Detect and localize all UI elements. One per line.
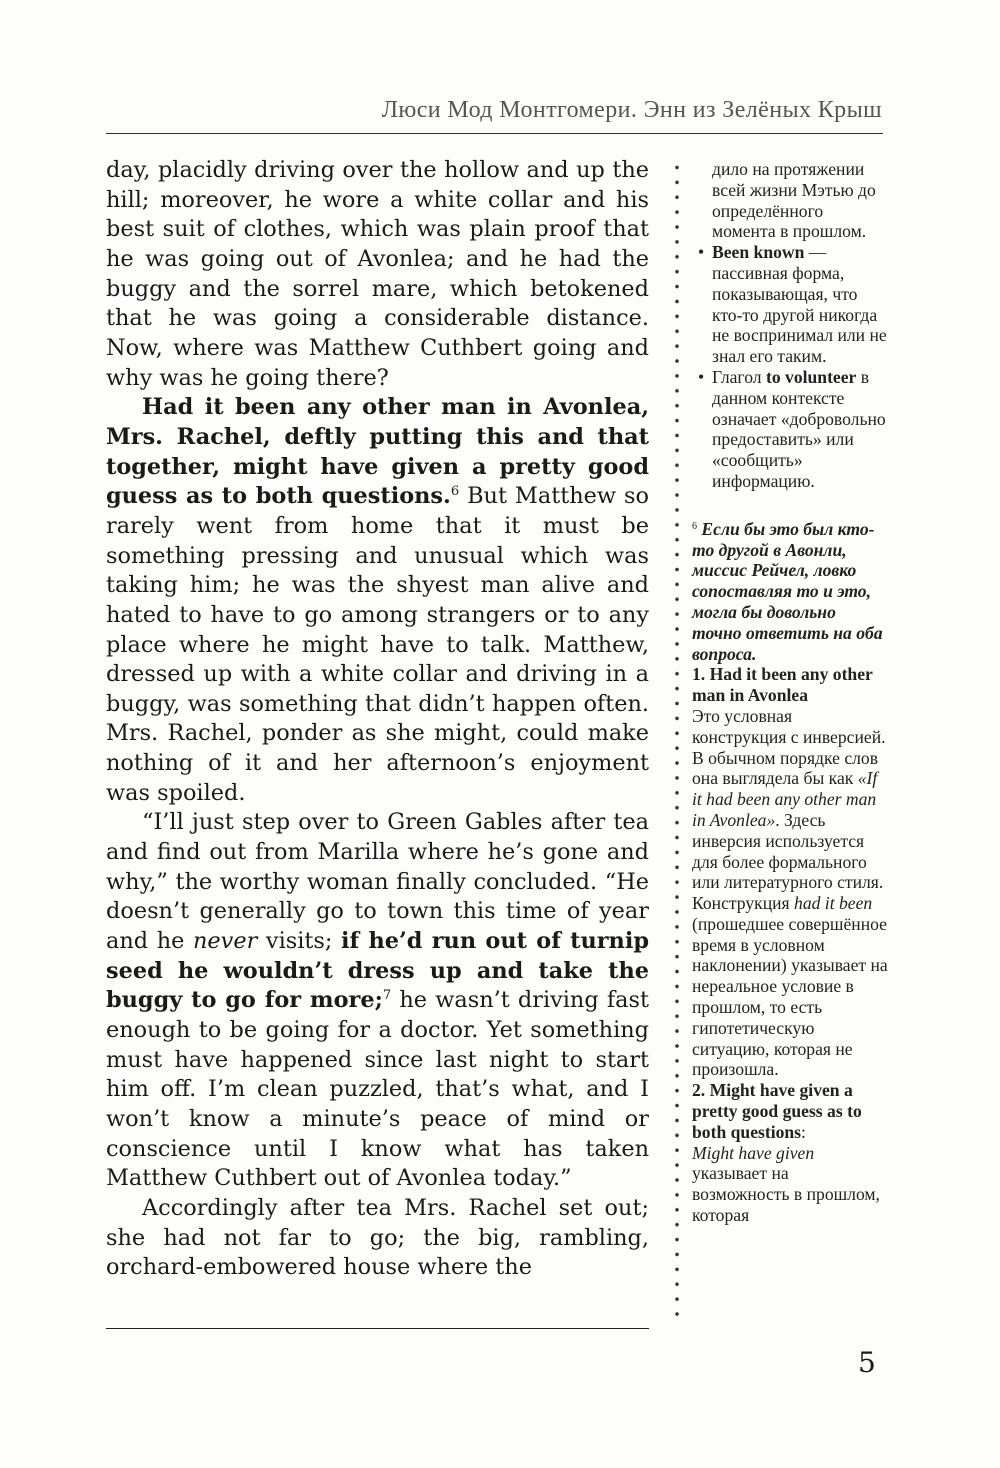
note-body-1 (692, 706, 888, 1080)
note-text: указывает на возможность в прошлом, которая (692, 1163, 880, 1226)
running-title: Люси Мод Монтгомери. Энн из Зелёных Крыш (381, 97, 882, 123)
note-term: Been known (712, 242, 805, 263)
paragraph-2-rest: But Matthew so rarely went from home that it must be something pressing and unusual which was taking him; he was the shyest man alive and hated to have to go among strangers or to any place where he might have to talk. Matthew, dressed up with a white collar and driving in a buggy, was something that didn’t happen often. Mrs. Rachel, ponder as she might, could make nothing of it and her afternoon’s enjoyment was spoiled. (106, 483, 649, 806)
note-example: «If it had been any other man in Avonlea» (692, 768, 878, 830)
footnote-ref-6[interactable]: 6 (450, 484, 460, 500)
paragraph-3 (106, 808, 649, 1194)
note-text: (прошедшее совершённое время в условном наклонении) указывает на нереальное условие в прошлом, то есть гипотетическую ситуацию, которая не произошла. (692, 913, 888, 1080)
footnote-translation: Если бы это был кто-то другой в Авонли, миссис Рейчел, ловко сопоставляя то и это, могла бы довольно точно ответить на оба вопроса. (692, 518, 883, 664)
note-text: Глагол (712, 366, 766, 387)
note-text: . Здесь инверсия используется для более формального или литературного стиля. Конструкция (692, 809, 884, 914)
paragraph-3-part-c: he wasn’t driving fast enough to be going for a doctor. Yet something must have happened since last night to start him off. I’m clean puzzled, that’s what, and I won’t know a minute’s peace of mind or conscience until I know what has taken Matthew Cuthbert out of Avonlea today.” (106, 987, 649, 1192)
note-example: Might have given (692, 1142, 815, 1163)
highlighted-phrase-6: Had it been any other man in Avonlea, Mrs. Rachel, deftly putting this and that together, might have given a pretty good guess as to both questions. (106, 394, 649, 510)
note-body-2 (692, 1143, 888, 1226)
dotted-divider (674, 160, 680, 1318)
page-number: 5 (858, 1346, 876, 1379)
footnote-number: 6 (692, 520, 697, 532)
paragraph-3-part-a: “I’ll just step over to Green Gables after tea and find out from Marilla where he’s gone and why,” the worthy woman finally concluded. “He doesn’t generally go to town this time of year and he (106, 809, 649, 955)
paragraph-2 (106, 393, 649, 808)
header-rule (106, 133, 883, 134)
paragraph-4: Accordingly after tea Mrs. Rachel set out; she had not far to go; the big, rambling, orchard-embowered house where the (106, 1194, 649, 1281)
note-heading-2 (692, 1080, 888, 1142)
note-heading-text: 2. Might have given a pretty good guess as to both questions (692, 1080, 862, 1142)
paragraph-3-part-b: visits; (257, 928, 342, 955)
note-example: had it been (794, 893, 873, 914)
highlighted-phrase-7: if he’d run out of turnip seed he wouldn’t dress up and take the buggy to go for more; (106, 928, 649, 1014)
note-text: — пассивная форма, показывающая, что кто-то другой никогда не воспринимал или не знал его таким. (712, 242, 887, 367)
note-heading-1 (692, 664, 888, 706)
sidebar-notes (692, 159, 888, 1226)
footnote-6 (692, 519, 888, 665)
note-been-known (692, 242, 888, 367)
note-heading-colon: : (801, 1121, 806, 1142)
note-term: to volunteer (765, 366, 857, 387)
footer-rule (106, 1328, 649, 1329)
paragraph-1: day, placidly driving over the hollow and up the hill; moreover, he wore a white collar and his best suit of clothes, which was plain proof that he was going out of Avonlea; and he had the buggy and the sorrel mare, which betokened that he was going a considerable distance. Now, where was Matthew Cuthbert going and why was he going there? (106, 157, 649, 391)
note-text: в данном контексте означает «добровольно предоставить» или «сообщить» информацию. (712, 366, 886, 491)
emphasis-never: never (193, 928, 258, 955)
note-to-volunteer (692, 367, 888, 492)
footnote-ref-7[interactable]: 7 (382, 988, 392, 1004)
note-heading-text: 1. Had it been any other man in Avonlea (692, 664, 873, 706)
main-text-column (106, 156, 649, 1283)
note-continuation: дило на протяжении всей жизни Мэтью до определённого момента в прошлом. (712, 159, 876, 242)
note-text: Это условная конструкция с инверсией. В обычном порядке слов она выглядела бы как (692, 705, 886, 789)
